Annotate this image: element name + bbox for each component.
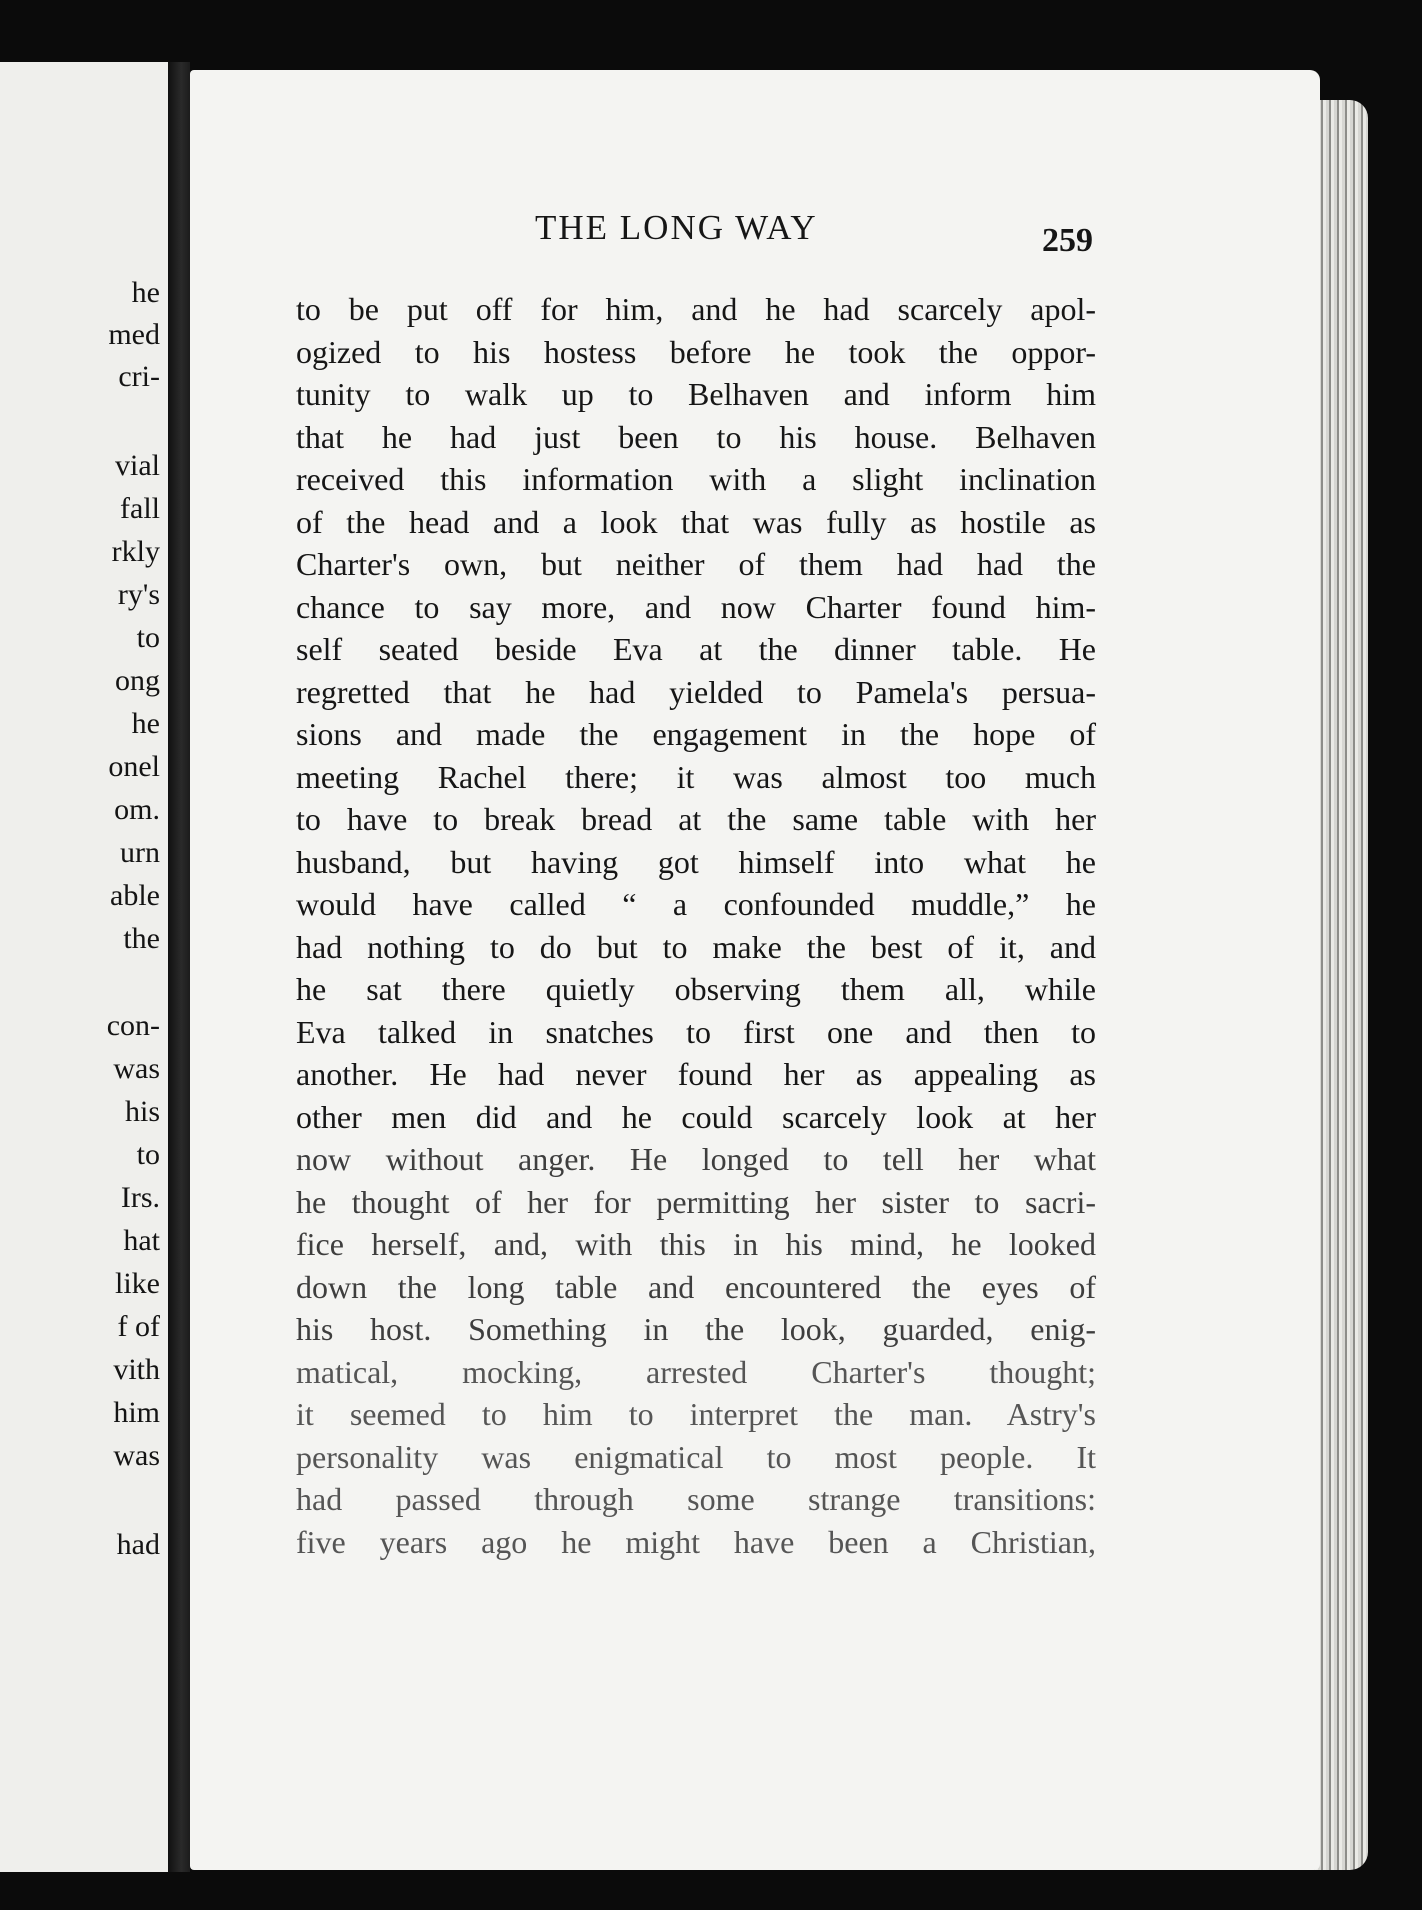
- running-head: THE LONG WAY: [535, 208, 818, 247]
- text-line: it seemed to him to interpret the man. Astry's: [296, 1396, 1096, 1432]
- text-line: five years ago he might have been a Christian,: [296, 1523, 1096, 1560]
- facing-page-fragment: able: [110, 879, 160, 912]
- text-line: to be put off for him, and he had scarcely apol-: [296, 291, 1096, 327]
- facing-page-fragment: con-: [106, 1009, 160, 1042]
- text-line: self seated beside Eva at the dinner table. He: [296, 631, 1096, 667]
- text-line: chance to say more, and now Charter found him-: [296, 588, 1096, 625]
- facing-page-fragment: fall: [120, 492, 160, 525]
- facing-page-fragment: vial: [115, 449, 160, 482]
- facing-page-fragment: om.: [114, 793, 160, 826]
- text-line: he sat there quietly observing them all, while: [296, 971, 1096, 1007]
- text-line: ogized to his hostess before he took the oppor-: [296, 333, 1096, 370]
- text-line: husband, but having got himself into what he: [296, 843, 1096, 880]
- text-line: sions and made the engagement in the hope of: [296, 716, 1096, 752]
- facing-page-fragment: he: [131, 707, 160, 740]
- facing-page-fragment: to: [136, 1138, 160, 1171]
- text-line: Charter's own, but neither of them had had the: [296, 546, 1096, 582]
- facing-page-fragment: onel: [108, 750, 160, 783]
- facing-page-fragment: rkly: [111, 535, 160, 568]
- facing-page-fragment: urn: [120, 836, 160, 869]
- text-line: he thought of her for permitting her sister to sacri-: [296, 1183, 1096, 1220]
- facing-page-fragment: the: [123, 922, 160, 955]
- text-line: meeting Rachel there; it was almost too much: [296, 758, 1096, 795]
- text-line: down the long table and encountered the eyes of: [296, 1268, 1096, 1305]
- text-line: had nothing to do but to make the best of it, and: [296, 928, 1096, 965]
- text-line: personality was enigmatical to most people. It: [296, 1438, 1096, 1475]
- text-line: to have to break bread at the same table with her: [296, 801, 1096, 837]
- facing-page-fragment: ong: [115, 664, 160, 697]
- facing-page-fragment: hat: [123, 1224, 160, 1257]
- facing-page-fragment: like: [115, 1267, 160, 1300]
- text-line: matical, mocking, arrested Charter's thought;: [296, 1353, 1096, 1390]
- text-line: regretted that he had yielded to Pamela's persua-: [296, 673, 1096, 710]
- facing-page-fragment: cri-: [118, 360, 160, 393]
- text-line: received this information with a slight inclination: [296, 461, 1096, 497]
- book-gutter: [168, 62, 190, 1872]
- facing-page-fragment: was: [113, 1052, 160, 1085]
- facing-page-fragment: to: [136, 621, 160, 654]
- text-line: tunity to walk up to Belhaven and inform him: [296, 376, 1096, 412]
- facing-page-fragment: ry's: [117, 578, 160, 611]
- facing-page-fragment: f of: [117, 1310, 160, 1343]
- text-line: other men did and he could scarcely look at her: [296, 1098, 1096, 1135]
- text-line: would have called “ a confounded muddle,” he: [296, 886, 1096, 922]
- facing-page-fragment: med: [108, 318, 160, 351]
- text-line: of the head and a look that was fully as hostile as: [296, 503, 1096, 540]
- text-line: now without anger. He longed to tell her what: [296, 1141, 1096, 1177]
- facing-page-fragment: his: [124, 1095, 160, 1128]
- text-line: another. He had never found her as appealing as: [296, 1056, 1096, 1092]
- facing-page-fragment: he: [131, 276, 160, 309]
- page-number: 259: [1042, 222, 1093, 259]
- body-text: [296, 288, 1096, 1563]
- text-line: that he had just been to his house. Belhaven: [296, 418, 1096, 455]
- facing-page-fragment: had: [116, 1528, 160, 1561]
- facing-page-fragment: was: [113, 1439, 160, 1472]
- text-line: his host. Something in the look, guarded, enig-: [296, 1311, 1096, 1347]
- text-line: Eva talked in snatches to first one and then to: [296, 1013, 1096, 1050]
- text-line: had passed through some strange transitions:: [296, 1481, 1096, 1517]
- facing-page-fragment: Irs.: [120, 1181, 160, 1214]
- facing-page-fragment: him: [113, 1396, 160, 1429]
- text-line: fice herself, and, with this in his mind, he looked: [296, 1226, 1096, 1262]
- facing-page-fragment: vith: [113, 1353, 160, 1386]
- facing-page: [0, 62, 168, 1872]
